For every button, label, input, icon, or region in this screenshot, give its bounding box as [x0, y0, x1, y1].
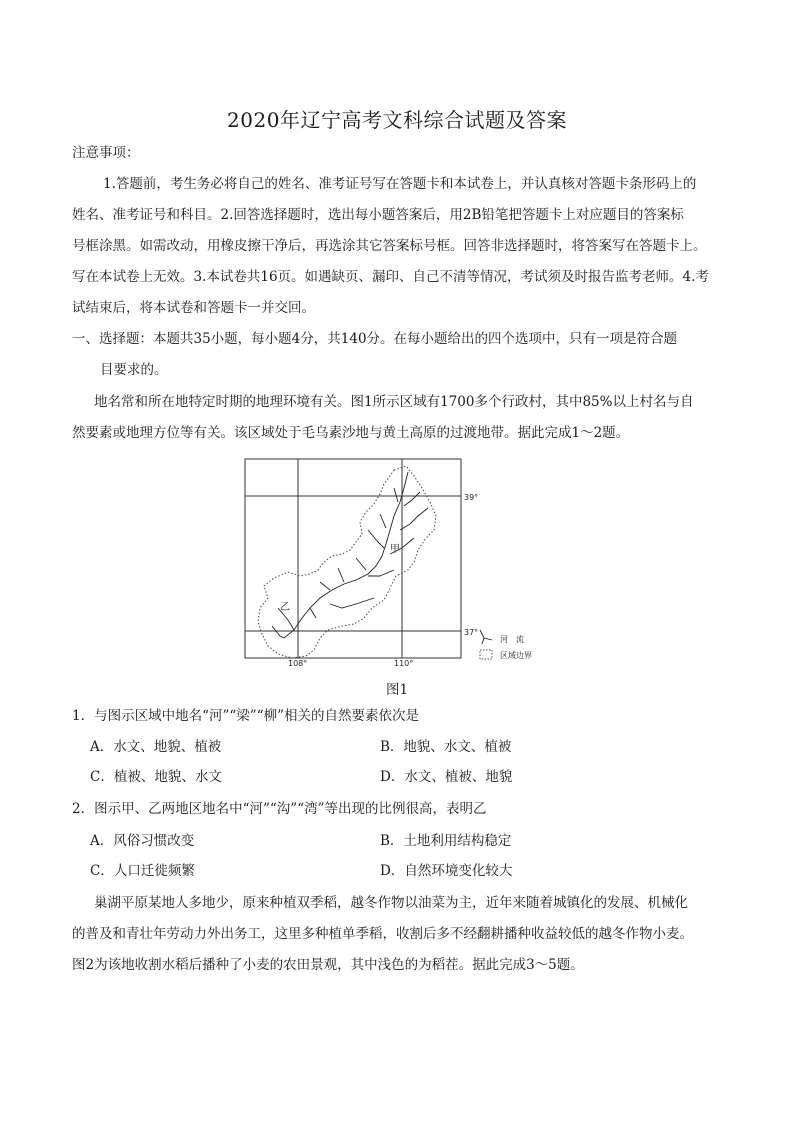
label-yi: 乙 [280, 602, 290, 613]
passage-line: 地名常和所在地特定时期的地理环境有关。图1所示区域有1700多个行政村，其中85%以上村名与自 [94, 394, 694, 410]
notice-line: 写在本试卷上无效。3.本试卷共16页。如遇缺页、漏印、自己不清等情况，考试须及时报告监考老师。4.考 [72, 269, 709, 285]
label-lon-110: 110° [394, 659, 414, 668]
notice-line: 1.答题前，考生务必将自己的姓名、准考证号写在答题卡和本试卷上，并认真核对答题卡条形码上的 [103, 176, 697, 192]
figure-1-caption: 图1 [385, 682, 409, 698]
passage-2-line: 图2为该地收割水稻后播种了小麦的农田景观，其中浅色的为稻茬。据此完成3～5题。 [72, 957, 584, 973]
notice-line: 试结束后，将本试卷和答题卡一并交回。 [72, 300, 315, 316]
notice-heading: 注意事项： [72, 145, 140, 161]
question-2-option-c: C．人口迁徙频繁 [90, 863, 195, 879]
question-1-option-b: B．地貌、水文、植被 [380, 739, 512, 755]
legend-river-icon [480, 630, 492, 644]
question-1-stem: 1．与图示区域中地名“河”“梁”“柳”相关的自然要素依次是 [72, 708, 419, 724]
question-2-option-d: D．自然环境变化较大 [380, 863, 513, 879]
river-network [272, 472, 428, 638]
page-title: 2020年辽宁高考文科综合试题及答案 [227, 108, 567, 132]
notice-line: 姓名、准考证号和科目。2.回答选择题时，选出每小题答案后，用2B铅笔把答题卡上对应题目的答案标 [72, 207, 684, 223]
passage-2-line: 巢湖平原某地人多地少，原来种植双季稻，越冬作物以油菜为主，近年来随着城镇化的发展、机械化 [94, 895, 688, 911]
passage-2-line: 的普及和青壮年劳动力外出务工，这里多种植单季稻，收割后多不经翻耕播种收益较低的越冬作物小麦。 [72, 926, 693, 942]
section-heading: 一、选择题：本题共35小题，每小题4分，共140分。在每小题给出的四个选项中，只有一项是符合题 [72, 331, 678, 347]
notice-line: 号框涂黑。如需改动，用橡皮擦干净后，再选涂其它答案标号框。回答非选择题时，将答案写在答题卡上。 [72, 238, 707, 254]
region-boundary [258, 466, 436, 658]
section-heading-cont: 目要求的。 [100, 362, 168, 378]
figure-1-map [244, 458, 534, 670]
map-frame [245, 459, 461, 658]
legend-boundary-label: 区域边界 [500, 651, 532, 660]
label-lon-108: 108° [288, 659, 308, 668]
question-2-option-a: A．风俗习惯改变 [90, 833, 195, 849]
label-lat-37: 37° [464, 628, 479, 637]
label-lat-39: 39° [464, 493, 479, 502]
legend-boundary-icon [480, 650, 492, 659]
question-2-option-b: B．土地利用结构稳定 [380, 833, 512, 849]
question-1-option-a: A．水文、地貌、植被 [90, 739, 222, 755]
question-2-stem: 2．图示甲、乙两地区地名中“河”“沟”“湾”等出现的比例很高，表明乙 [72, 801, 487, 817]
legend-river-label: 河 流 [500, 635, 524, 644]
question-1-option-d: D．水文、植被、地貌 [380, 769, 513, 785]
label-jia: 甲 [390, 544, 400, 555]
question-1-option-c: C．植被、地貌、水文 [90, 769, 222, 785]
passage-line: 然要素或地理方位等有关。该区域处于毛乌素沙地与黄土高原的过渡地带。据此完成1～2题。 [72, 425, 630, 441]
